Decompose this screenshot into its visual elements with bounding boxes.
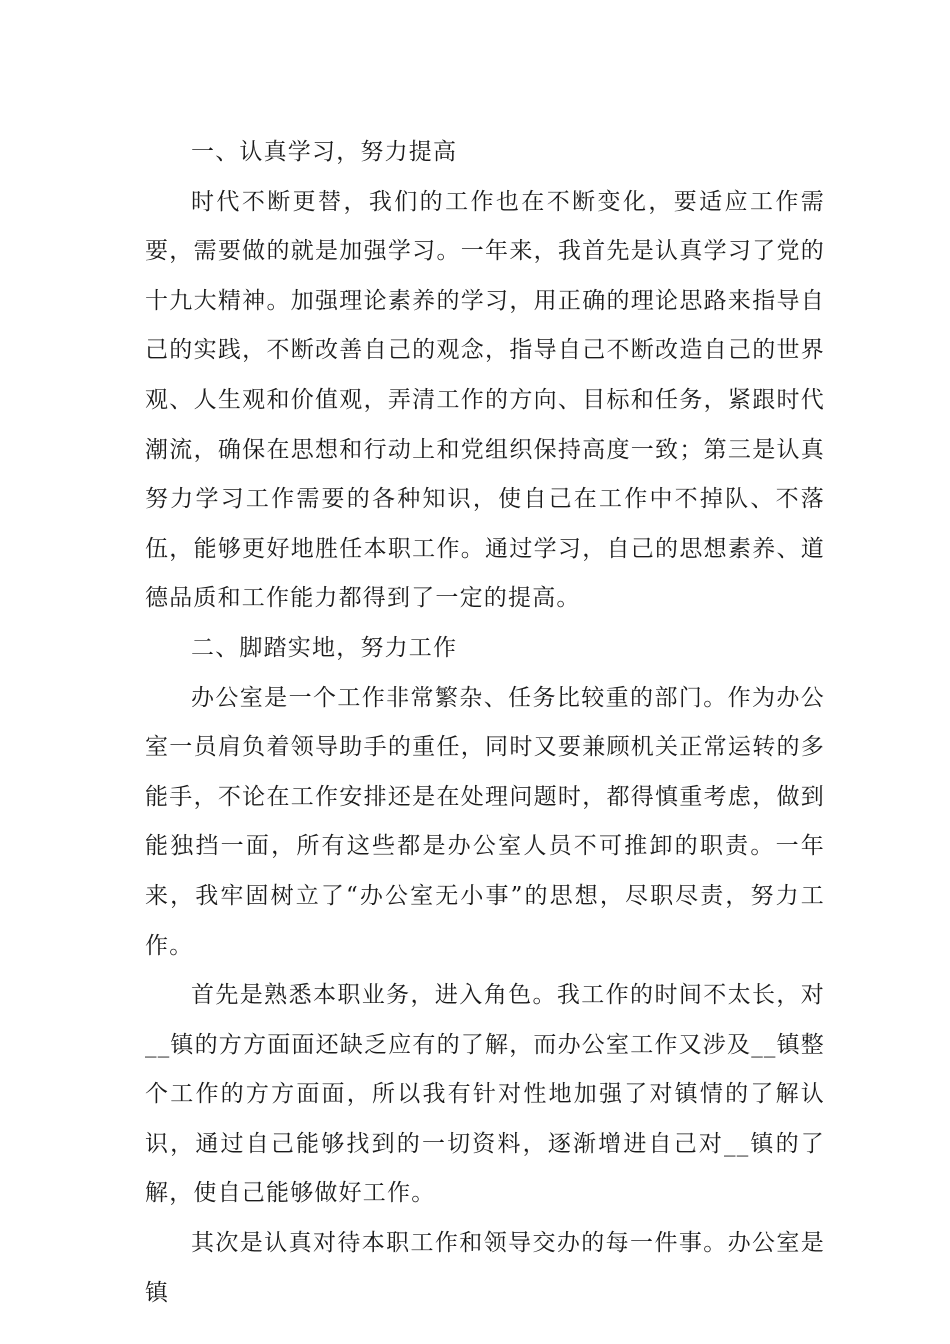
document-body [145, 128, 825, 1318]
section-heading-2: 二、脚踏实地，努力工作 [191, 634, 458, 661]
paragraph-study: 时代不断更替，我们的工作也在不断变化，要适应工作需要，需要做的就是加强学习。一年来，我首先是认真学习了党的十九大精神。加强理论素养的学习，用正确的理论思路来指导自己的实践，不断改善自己的观念，指导自己不断改造自己的世界观、人生观和价值观，弄清工作的方向、目标和任务，紧跟时代潮流，确保在思想和行动上和党组织保持高度一致；第三是认真努力学习工作需要的各种知识，使自己在工作中不掉队、不落伍，能够更好地胜任本职工作。通过学习，自己的思想素养、道德品质和工作能力都得到了一定的提高。 [145, 188, 825, 612]
section-heading-1: 一、认真学习，努力提高 [191, 139, 458, 165]
paragraph-tasks: 其次是认真对待本职工作和领导交办的每一件事。办公室是镇 [145, 1230, 825, 1306]
paragraph-office-role: 办公室是一个工作非常繁杂、任务比较重的部门。作为办公室一员肩负着领导助手的重任，同时又要兼顾机关正常运转的多能手，不论在工作安排还是在处理问题时，都得慎重考虑，做到能独挡一面，所有这些都是办公室人员不可推卸的职责。一年来，我牢固树立了“办公室无小事”的思想，尽职尽责，努力工作。 [145, 684, 825, 959]
paragraph-familiarize: 首先是熟悉本职业务，进入角色。我工作的时间不太长，对__镇的方方面面还缺乏应有的了解，而办公室工作又涉及__镇整个工作的方方面面，所以我有针对性地加强了对镇情的了解认识，通过自己能够找到的一切资料，逐渐增进自己对__镇的了解，使自己能够做好工作。 [145, 982, 825, 1207]
